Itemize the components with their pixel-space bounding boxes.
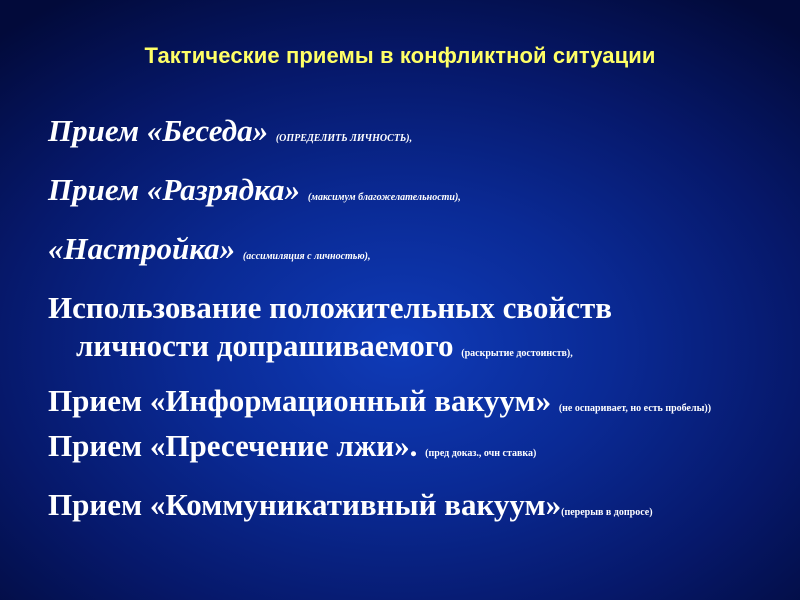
bullet-item-beseda (48, 112, 768, 158)
bullet-note: (ОПРЕДЕЛИТЬ ЛИЧНОСТЬ), (275, 133, 413, 144)
bullet-item-positive-traits (48, 289, 768, 373)
bullet-main-text: «Настройка» (48, 231, 236, 266)
bullet-item-comm-vacuum (48, 486, 768, 532)
bullet-main-text: Прием «Беседа» (48, 113, 269, 148)
bullet-list (48, 112, 768, 545)
bullet-note: (раскрытие достоинств), (461, 348, 573, 359)
bullet-main-text-line1: Использование положительных свойств (48, 290, 612, 325)
bullet-item-nastroyka (48, 230, 768, 276)
bullet-note: (перерыв в допросе) (561, 507, 653, 518)
bullet-main-text-line2: личности допрашиваемого (76, 328, 454, 363)
bullet-note: (максимум благожелательности), (307, 192, 461, 203)
slide-title: Тактические приемы в конфликтной ситуации (144, 43, 656, 68)
bullet-item-info-vacuum (48, 383, 768, 418)
bullet-note: (не оспаривает, но есть пробелы)) (558, 403, 712, 414)
bullet-note: (пред доказ., очн ставка) (425, 448, 537, 459)
bullet-item-lie-suppression (48, 427, 768, 473)
bullet-main-text: Прием «Разрядка» (48, 172, 301, 207)
bullet-main-text: Прием «Коммуникативный вакуум» (48, 487, 562, 522)
bullet-item-razryadka (48, 171, 768, 217)
bullet-note: (ассимиляция с личностью), (242, 251, 371, 262)
bullet-main-text: Прием «Пресечение лжи». (48, 428, 418, 463)
bullet-line2 (48, 327, 768, 373)
bullet-main-text: Прием «Информационный вакуум» (48, 383, 552, 418)
